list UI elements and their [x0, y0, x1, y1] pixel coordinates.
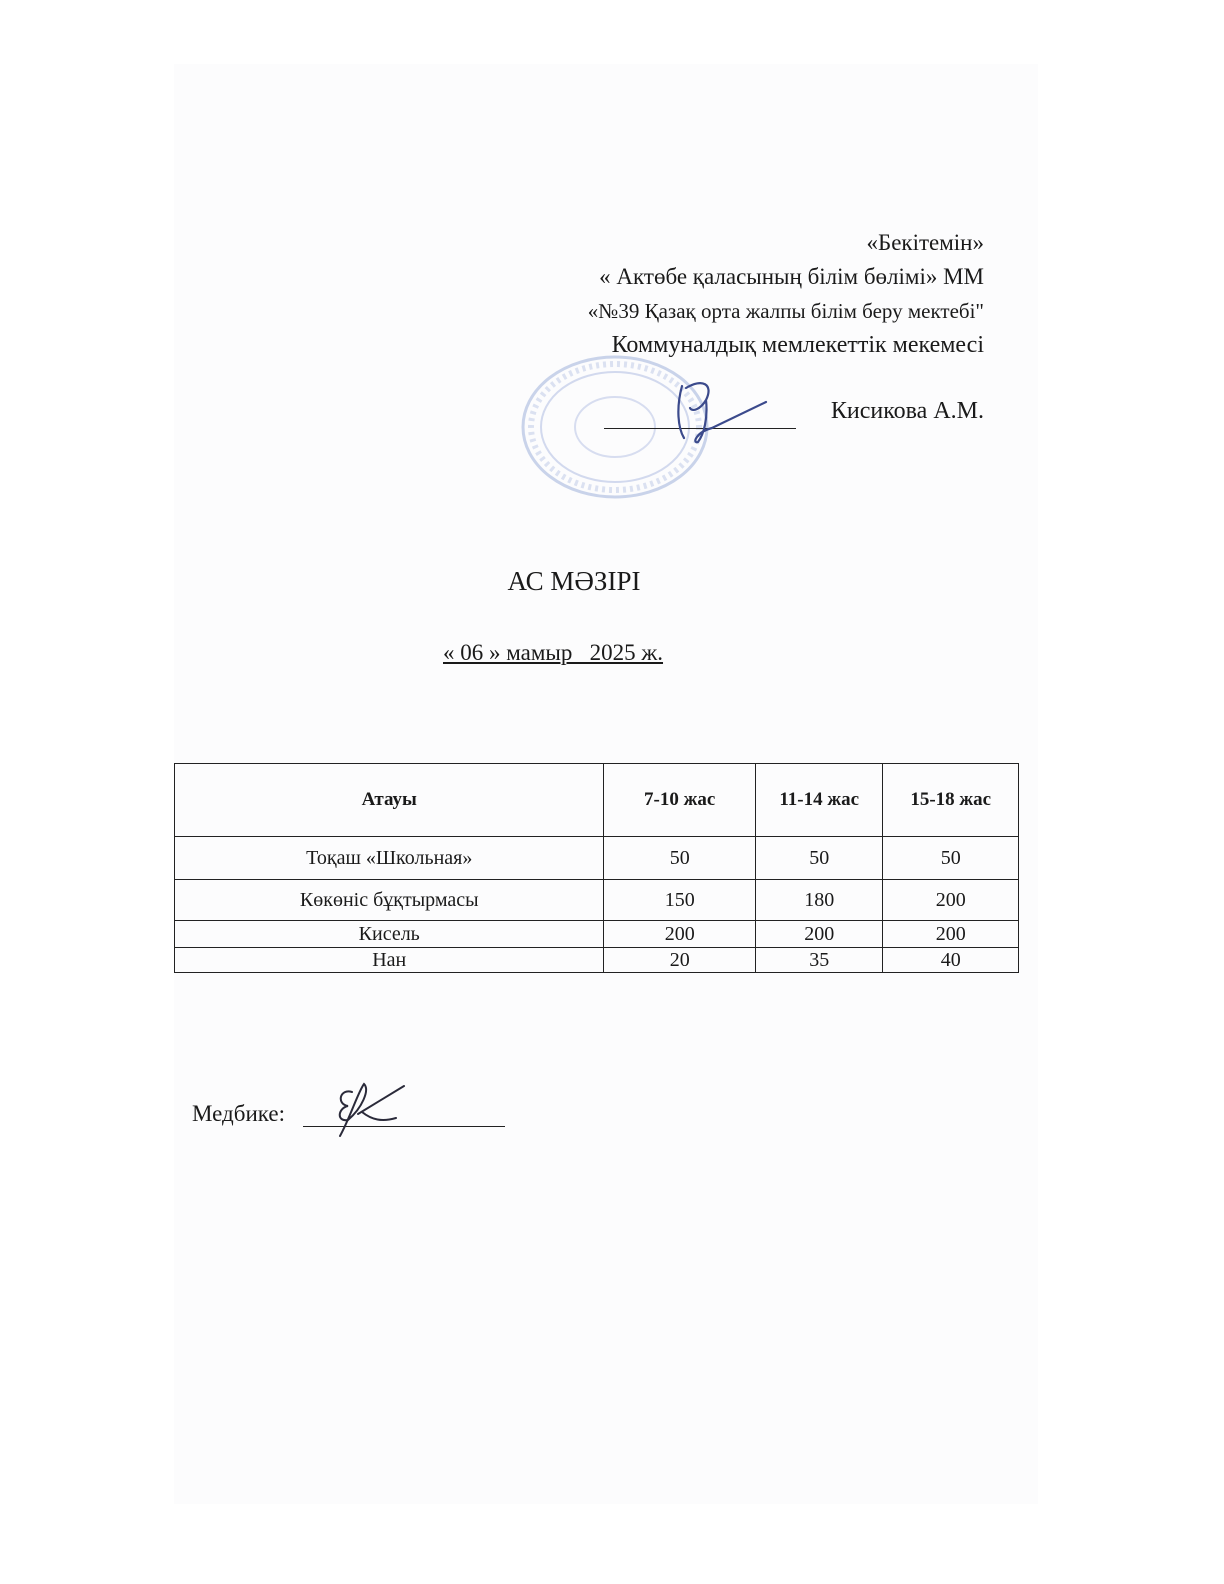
dish-name: Нан — [175, 948, 604, 973]
portion-11-14: 200 — [755, 921, 883, 948]
portion-11-14: 180 — [755, 880, 883, 921]
director-signature — [662, 378, 772, 448]
approval-institution: Коммуналдық мемлекеттік мекемесі — [611, 332, 984, 358]
table-row — [175, 948, 1019, 973]
portion-15-18: 200 — [883, 921, 1019, 948]
dish-name: Кисель — [175, 921, 604, 948]
dish-name: Тоқаш «Школьная» — [175, 837, 604, 880]
menu-table-container — [174, 763, 1018, 973]
nurse-signature — [322, 1078, 412, 1140]
dish-name: Көкөніс бұқтырмасы — [175, 880, 604, 921]
portion-7-10: 20 — [604, 948, 755, 973]
portion-15-18: 50 — [883, 837, 1019, 880]
approval-heading: «Бекітемін» — [866, 230, 984, 255]
header-name: Атауы — [175, 764, 604, 837]
approval-school: «№39 Қазақ орта жалпы білім беру мектебі" — [587, 299, 984, 323]
table-header-row — [175, 764, 1019, 837]
portion-11-14: 35 — [755, 948, 883, 973]
table-row — [175, 880, 1019, 921]
menu-date: « 06 » мамыр 2025 ж. — [443, 640, 664, 665]
portion-7-10: 200 — [604, 921, 755, 948]
header-age-7-10: 7-10 жас — [604, 764, 755, 837]
nurse-label: Медбике: — [192, 1101, 285, 1126]
portion-15-18: 40 — [883, 948, 1019, 973]
header-age-15-18: 15-18 жас — [883, 764, 1019, 837]
director-signature-row — [604, 392, 984, 432]
portion-7-10: 50 — [604, 837, 755, 880]
menu-table — [174, 763, 1019, 973]
page-title: АС МӘЗІРІ — [507, 566, 641, 596]
approval-department: « Актөбе қаласының білім бөлімі» ММ — [599, 264, 984, 289]
table-row — [175, 921, 1019, 948]
director-name: Кисикова А.М. — [830, 398, 984, 424]
header-age-11-14: 11-14 жас — [755, 764, 883, 837]
approval-block — [588, 226, 984, 362]
portion-15-18: 200 — [883, 880, 1019, 921]
table-row — [175, 837, 1019, 880]
portion-7-10: 150 — [604, 880, 755, 921]
portion-11-14: 50 — [755, 837, 883, 880]
